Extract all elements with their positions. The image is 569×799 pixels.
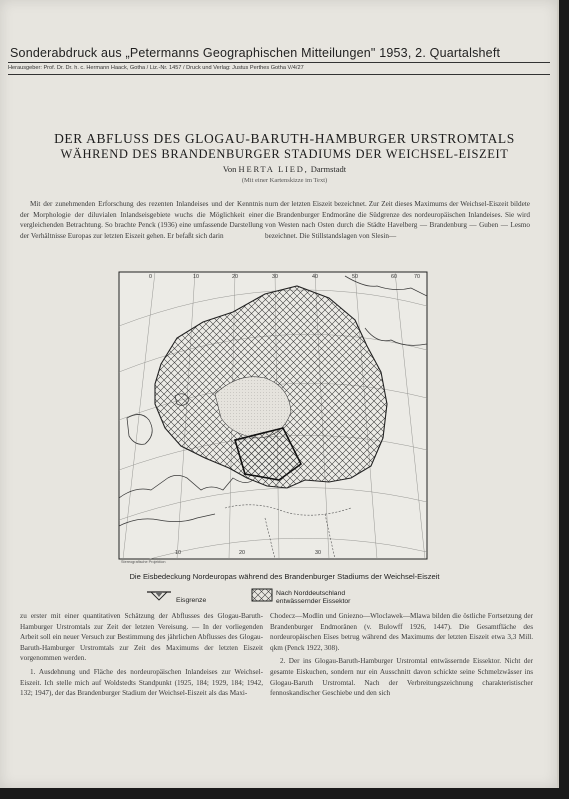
article-title-line1: DER ABFLUSS DES GLOGAU-BARUTH-HAMBURGER URSTROMTALS <box>54 131 515 146</box>
tick-label: 20 <box>239 550 245 556</box>
tick-label: 60 <box>391 274 397 280</box>
header-rule <box>8 62 550 63</box>
tick-label: 40 <box>312 274 318 280</box>
paragraph: nurn der letzten Eiszeit bezeichnet. Zur Zeit dieses Maximums der Weichsel-Eiszeit bildete die Brandenburger Endmoräne die Südgrenze des nordeuropäischen Inlandeises. Sie wird von Westen nach Osten durch die Städte Havelberg — Brandenburg — Guben — Lesmo bezeichnet. Die Stillstandslagen von Slesin— <box>265 200 530 240</box>
article-title-line2: WÄHREND DES BRANDENBURGER STADIUMS DER WEICHSEL-EISZEIT <box>60 147 509 161</box>
legend-label: Eisgrenze <box>176 597 207 604</box>
tick-label: 30 <box>272 274 278 280</box>
map-figure <box>115 268 431 563</box>
legend-label-line2: entwässernder Eissektor <box>276 597 351 605</box>
tick-label: 0 <box>149 274 152 280</box>
header-rule-lower <box>8 74 550 75</box>
offprint-header: Sonderabdruck aus „Petermanns Geographischen Mitteilungen" 1953, 2. Quartalsheft <box>10 46 501 60</box>
legend-meltwater-sector <box>251 588 351 605</box>
publisher-imprint: Herausgeber: Prof. Dr. Dr. h. c. Hermann Haack, Gotha / Liz.-Nr. 1457 / Druck und Verlag: Justus Perthes Gotha V/4/27 <box>8 65 304 71</box>
column-top-right <box>265 199 530 241</box>
tick-label: 70 <box>414 274 420 280</box>
map-projection-credit: Stereografische Projektion <box>121 560 166 564</box>
tick-label: 50 <box>352 274 358 280</box>
tick-label: 10 <box>175 550 181 556</box>
tick-label: 10 <box>193 274 199 280</box>
ice-cover-map <box>115 268 431 563</box>
legend-ice-limit <box>145 588 207 607</box>
legend-label-line1: Nach Norddeutschland <box>276 590 346 597</box>
tick-label: 20 <box>232 274 238 280</box>
paragraph: Chodecz—Modlin und Gniezno—Wloclawek—Mlawa bilden die östliche Fortsetzung der Brandenburger Endmoränen (v. Bulowff 1926, 1447). Die Gesamtfläche des nordeuropäischen Eises betrug während des Maximums der letzten Eiszeit etwa 3,3 Mill. qkm (Penck 1922, 308). <box>270 612 533 652</box>
column-bottom-left <box>20 611 263 699</box>
column-top-left <box>20 199 263 241</box>
legend-label <box>276 590 350 605</box>
section-2-paragraph: 2. Der ins Glogau-Baruth-Hamburger Urstromtal entwässernde Eissektor. Nicht der gesamte Eiskuchen, sondern nur ein Ausschnitt davon schickte seine Schmelzwässer ins Glogau-Baruth Urstromtal. Nach der Verbreitungszeichnung charakteristischer fennoskandischer Geschiebe und den sich <box>270 657 533 698</box>
map-caption: Die Eisbedeckung Nordeuropas während des Brandenburger Stadiums der Weichsel-Eiszeit <box>129 572 440 581</box>
ice-limit-symbol <box>145 588 173 604</box>
byline-prefix: Von <box>222 164 237 174</box>
tick-label: 30 <box>315 550 321 556</box>
section-1-paragraph: 1. Ausdehnung und Fläche des nordeuropäischen Inlandeises zur Weichsel-Eiszeit. Ich stelle mich auf Woldstedts Standpunkt (1925, 184; 1929, 184; 1942, 132; 1947), der das Brandenburger Stadium der Weichsel-Eiszeit als das Maxi- <box>20 667 263 698</box>
map-note: (Mit einer Kartenskizze im Text) <box>241 177 328 184</box>
paragraph: zu erster mit einer quantitativen Schätzung der Abflusses des Glogau-Baruth-Hamburger Urstromtals zur Zeit der letzten Vereisung. — In der vorliegenden Arbeit soll ein neuer Versuch zur Bestimmung des jährlichen Abflusses des Glogau-Baruth-Hamburger Urstromtals zur Zeit des Maximums der letzten Eiszeit vorgenommen werden. <box>20 612 263 663</box>
byline <box>0 164 569 174</box>
paragraph: Mit der zunehmenden Erforschung des rezenten Inlandeises und der Kenntnis der Morphologie der diluvialen Inlandseisgebiete wuchs die Möglichkeit einer vergleichenden Betrachtung. So brachte Penck (1936) eine umfassende Darstellung der Verhältnisse Europas zur letzten Eiszeit gehen. Er befaßt sich darin <box>20 200 263 240</box>
meltwater-sector-symbol <box>251 588 273 602</box>
column-bottom-right <box>270 611 533 699</box>
author-location: Darmstadt <box>310 164 347 174</box>
author-name: HERTA LIED, <box>238 164 309 174</box>
